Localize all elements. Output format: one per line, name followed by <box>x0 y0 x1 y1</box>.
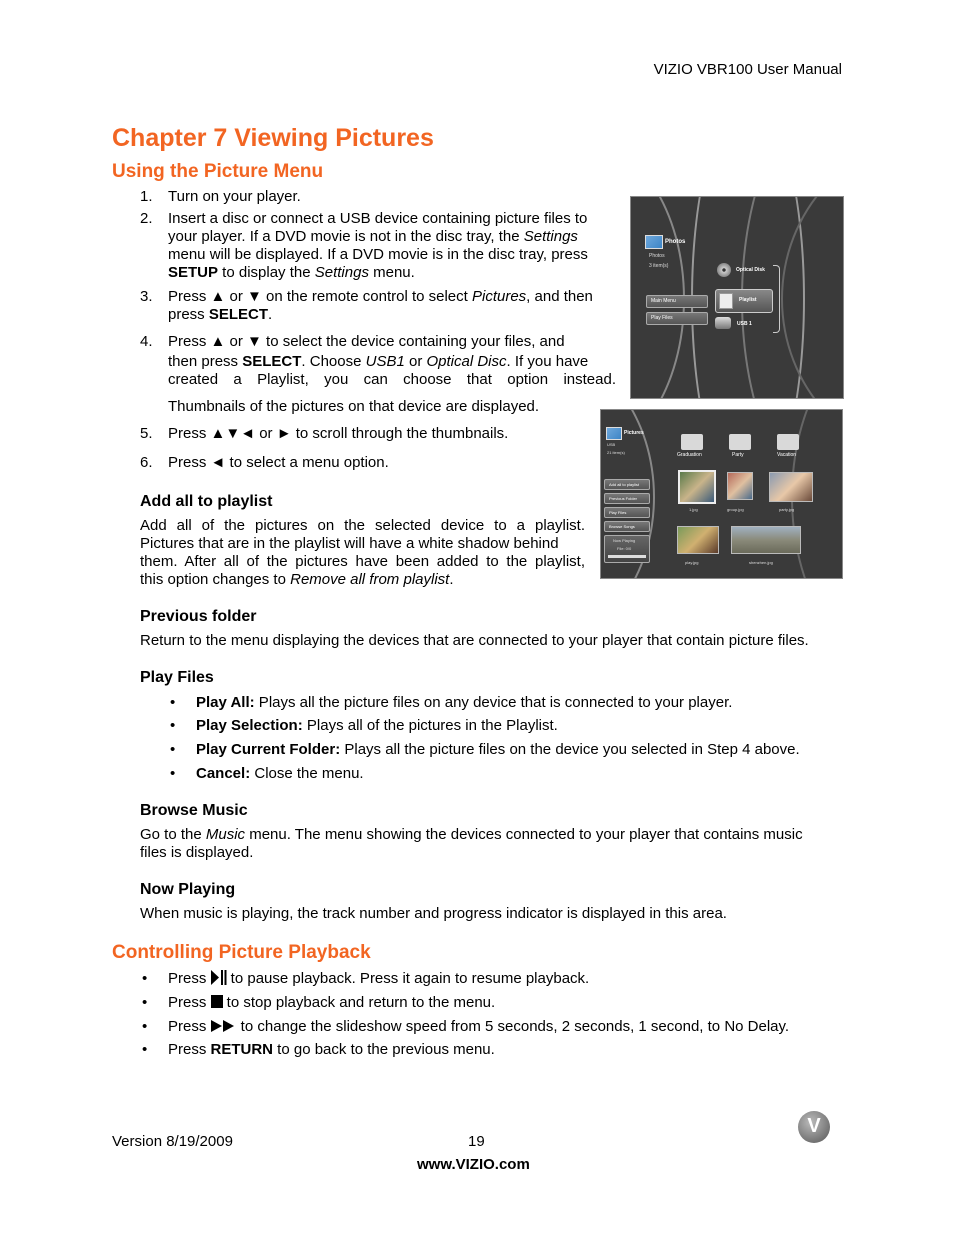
section-title-picture-menu: Using the Picture Menu <box>112 161 324 182</box>
step-text: Press ▲ or ▼ to select the device containing your files, and then press SELECT. Choose USB1 or Optical Disc. If you have created a Playlist, you can choose that option instead. <box>168 333 616 388</box>
bullet: • <box>170 741 176 758</box>
previous-folder-button[interactable]: Previous Folder <box>604 493 650 504</box>
folder-icon[interactable] <box>777 434 799 450</box>
bullet: • <box>170 717 176 734</box>
bullet: • <box>170 694 176 711</box>
item-count: 3 item(s) <box>649 263 669 269</box>
section-title-playback: Controlling Picture Playback <box>112 942 371 963</box>
play-files-item: Play Selection: Plays all of the pictures in the Playlist. <box>196 717 558 734</box>
item-count: 21 item(s) <box>607 450 625 455</box>
chapter-title: Chapter 7 Viewing Pictures <box>112 124 434 152</box>
vizio-logo: V <box>798 1111 830 1143</box>
screen-subtitle: Photos <box>649 253 665 259</box>
step-text: Turn on your player. <box>168 188 301 205</box>
optical-disk-icon <box>717 263 731 277</box>
add-all-paragraph: Add all of the pictures on the selected device to a playlist. Pictures that are in the playlist will have a white shadow behind them. After all of the pictures have been added to the playlist, this option changes to Remove all from playlist. <box>140 517 585 588</box>
file-label: 1.jpg <box>689 507 698 512</box>
subsection-title-play-files: Play Files <box>140 669 214 686</box>
screen-subtitle: USB <box>607 442 616 447</box>
step-text: Press ◄ to select a menu option. <box>168 454 389 471</box>
progress-bar <box>608 555 646 558</box>
thumbnail[interactable] <box>769 472 813 502</box>
bullet: • <box>142 970 148 987</box>
pictures-browser-screenshot <box>600 409 843 579</box>
website-link[interactable]: www.VIZIO.com <box>417 1156 530 1173</box>
browse-music-paragraph: Go to the Music menu. The menu showing the devices connected to your player that contains music files is displayed. <box>140 826 803 861</box>
bullet: • <box>142 1041 148 1058</box>
playback-item: Press to stop playback and return to the menu. <box>168 994 496 1011</box>
subsection-title-add-all: Add all to playlist <box>140 493 273 510</box>
step-text: Press ▲▼◄ or ► to scroll through the thumbnails. <box>168 425 509 442</box>
step-number: 5. <box>140 425 153 442</box>
version-text: Version 8/19/2009 <box>112 1133 233 1150</box>
folder-icon[interactable] <box>681 434 703 450</box>
playback-item: Press to change the slideshow speed from 5 seconds, 2 seconds, 1 second, to No Delay. <box>168 1018 790 1035</box>
photos-menu-screenshot <box>630 196 844 399</box>
play-files-button[interactable]: Play Files <box>604 507 650 518</box>
bullet: • <box>142 1018 148 1035</box>
step-subtext: Thumbnails of the pictures on that device are displayed. <box>168 398 540 415</box>
playback-item: Press to pause playback. Press it again to resume playback. <box>168 970 590 987</box>
folder-label: Party <box>732 452 744 458</box>
thumbnail[interactable] <box>731 526 801 554</box>
file-label: party.jpg <box>779 507 795 512</box>
folder-label: Graduation <box>677 452 702 458</box>
step-number: 6. <box>140 454 153 471</box>
now-playing-panel: Now Playing File: 0/0 <box>604 535 650 563</box>
play-pause-icon <box>211 970 227 989</box>
photos-icon <box>645 235 663 249</box>
thumbnail-selected[interactable] <box>678 470 716 504</box>
subsection-title-previous-folder: Previous folder <box>140 608 257 625</box>
playback-item: Press RETURN to go back to the previous menu. <box>168 1041 495 1058</box>
play-files-item: Play Current Folder: Plays all the picture files on the device you selected in Step 4 above. <box>196 741 800 758</box>
device-usb[interactable]: USB 1 <box>737 321 752 327</box>
manual-header: VIZIO VBR100 User Manual <box>653 61 842 78</box>
thumbnail[interactable] <box>677 526 719 554</box>
play-files-button[interactable]: Play Files <box>646 312 708 325</box>
step-number: 4. <box>140 333 153 350</box>
bullet: • <box>170 765 176 782</box>
subsection-title-now-playing: Now Playing <box>140 881 236 898</box>
device-bracket <box>773 265 780 333</box>
file-label: group.jpg <box>727 507 744 512</box>
main-menu-button[interactable]: Main Menu <box>646 295 708 308</box>
add-all-button[interactable]: Add all to playlist <box>604 479 650 490</box>
stop-icon <box>211 995 223 1012</box>
subsection-title-browse-music: Browse Music <box>140 802 248 819</box>
folder-icon[interactable] <box>729 434 751 450</box>
step-text: Press ▲ or ▼ on the remote control to select Pictures, and then press SELECT. <box>168 288 593 323</box>
bullet: • <box>142 994 148 1011</box>
thumbnail[interactable] <box>727 472 753 500</box>
playlist-icon <box>719 293 733 309</box>
device-optical-disk[interactable]: Optical Disk <box>736 267 765 273</box>
file-label: play.jpg <box>685 560 699 565</box>
screen-title: Photos <box>665 239 686 245</box>
device-playlist[interactable]: Playlist <box>739 297 757 303</box>
screen-title: Pictures <box>624 430 644 436</box>
page-number: 19 <box>468 1133 485 1150</box>
file-label: shenzhen.jpg <box>749 560 773 565</box>
step-number: 3. <box>140 288 153 305</box>
step-number: 2. <box>140 210 153 227</box>
previous-folder-text: Return to the menu displaying the devices that are connected to your player that contain picture files. <box>140 632 809 649</box>
step-number: 1. <box>140 188 153 205</box>
usb-icon <box>715 317 731 329</box>
now-playing-text: When music is playing, the track number and progress indicator is displayed in this area. <box>140 905 727 922</box>
browse-songs-button[interactable]: Browse Songs <box>604 521 650 532</box>
pictures-icon <box>606 427 622 440</box>
play-files-item: Play All: Plays all the picture files on any device that is connected to your player. <box>196 694 733 711</box>
step-text: Insert a disc or connect a USB device containing picture files to your player. If a DVD movie is not in the disc tray, the Settings menu will be displayed. If a DVD movie is in the disc tray, press SETUP to display the Settings menu. <box>168 210 588 281</box>
play-files-item: Cancel: Close the menu. <box>196 765 364 782</box>
fast-forward-icon <box>211 1019 237 1036</box>
folder-label: Vacation <box>777 452 797 458</box>
